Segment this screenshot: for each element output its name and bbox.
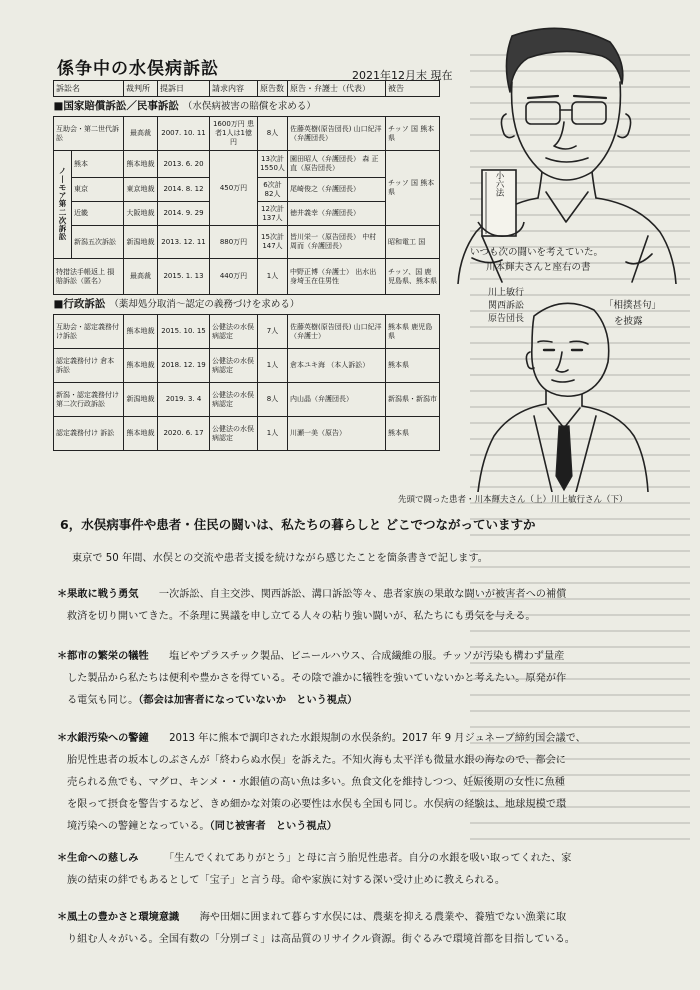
- necktie-icon: [556, 426, 572, 490]
- point-urban-sacrifice: ＊都市の繁栄の犠牲 塩ビやプラスチック製品、ビニールハウス、合成繊維の服。チッソが汚染も構わず量産 した製品から私たちは便利や豊かさを得ている。その陰で誰かに犠牲を強いていないかと考えたい。原発が作 る電気も同じ。（都会は加害者になっていないか という視点）: [57, 651, 567, 706]
- table-row: 特措法手帳返上 損賠訴訟（匿名） 最高裁 2015. 1. 13 440万円 1人 中野正博（弁護士） 出水出身埼玉在住男性 チッソ、国 鹿児島県、熊本県: [54, 259, 440, 295]
- handwritten-note: 「相撲甚句」: [604, 300, 662, 311]
- point-courage: ＊果敢に戦う勇気 一次訴訟、自主交渉、関西訴訟、溝口訴訟等々、患者家族の果敢な闘いが被害者への補償 救済を切り開いてきた。不条理に異議を申し立てる人々の粘り強い闘いが、私たちにも勇気を与える。: [57, 589, 567, 622]
- table-row: 認定義務付け 倉本訴訟 熊本地裁 2018. 12. 19 公健法の水俣病認定 1人 倉本ユキ海 （本人訴訟） 熊本県: [54, 349, 440, 383]
- table-row: 新潟・認定義務付け 第二次行政訴訟 新潟地裁 2019. 3. 4 公健法の水俣病認定 8人 内山晶（弁護団長） 新潟県・新潟市: [54, 383, 440, 417]
- lawsuit-table: [53, 80, 440, 451]
- point-mercury-warning: ＊水銀汚染への警鐘 2013 年に熊本で調印された水銀規制の水俣条約。2017 年 9 月ジュネーブ締約国会議で、 胎児性患者の坂本しのぶさんが「終わらぬ水俣」を訴えた。不知火海も太平洋も微量水銀の海なので、都会に 売られる魚でも、マグロ、キンメ・・水銀値の高い魚は多い。魚食文化を維持しつつ、妊娠後期の女性に魚種 を限って摂食を警告するなど、きめ細かな対策の必要性は水俣も全国も同じ。水俣病の経験は、地球規模で環 境汚染への警鐘となっている。（同じ被害者 という視点）: [57, 733, 586, 832]
- table-row: 東京 東京地裁 2014. 8. 12 6次計 82人 尾崎俊之（弁護団長）: [54, 178, 440, 202]
- section-heading-row: [54, 97, 440, 117]
- handwritten-name: 関西訴訟: [488, 301, 525, 311]
- portrait-illustration-kawakami: [442, 286, 682, 492]
- handwritten-name: 原告団長: [488, 314, 525, 324]
- table-row: 認定義務付け 訴訟 熊本地裁 2020. 6. 17 公健法の水俣病認定 1人 川瀬一美（原告） 熊本県: [54, 417, 440, 451]
- handwritten-quote: いつも次の闘いを考えていた。: [470, 247, 604, 258]
- handwritten-note: を披露: [614, 316, 643, 327]
- table-row: ノ 丨 モ ア 第 二 次 訴 訟 熊本 熊本地裁 2013. 6. 20 450万円 13次計 1550人 園田昭人（弁護団長） 森 正直（原告団長） チッソ 国 熊本県: [54, 151, 440, 178]
- section-heading-civil: ■国家賠償訴訟／民事訴訟 （水俣病被害の賠償を求める）: [54, 97, 440, 117]
- header-cell: 訴訟名: [54, 81, 124, 97]
- handwritten-name: 川上敏行: [488, 288, 525, 298]
- header-cell: 提訴日: [158, 81, 210, 97]
- date-note: 2021年12月末 現在: [352, 69, 453, 82]
- header-cell: 原告・弁護士（代表）: [288, 81, 386, 97]
- header-cell: 請求内容: [210, 81, 258, 97]
- header-cell: 被告: [386, 81, 440, 97]
- section-heading: 6，水俣病事件や患者・住民の闘いは、私たちの暮らしと どこでつながっていますか: [60, 517, 536, 532]
- header-cell: 裁判所: [124, 81, 158, 97]
- portrait-illustration-kawamoto: [442, 22, 682, 284]
- table-row: 新潟五次訴訟 新潟地裁 2013. 12. 11 880万円 15次計 147人 皆川栄一（原告団長） 中村周而（弁護団長） 昭和電工 国: [54, 226, 440, 259]
- point-compassion: ＊生命への慈しみ 「生んでくれてありがとう」と母に言う胎児性患者。自分の水銀を吸い取ってくれた、家 族の結束の絆でもあるとして「宝子」と言う母。命や家族に対する深い受け止めに教えられる。: [57, 853, 572, 886]
- table-header-row: [54, 81, 440, 97]
- section-heading-row: [54, 295, 440, 315]
- book-label: 小六法: [494, 171, 504, 197]
- page-title: 係争中の水俣病訴訟: [57, 59, 219, 79]
- intro-paragraph: 東京で 50 年間、水俣との交流や患者支援を続けながら感じたことを箇条書きで記します。: [72, 553, 488, 564]
- group-label-nomore: ノ 丨 モ ア 第 二 次 訴 訟: [54, 151, 72, 259]
- illustration-caption: 先頭で闘った患者・川本輝夫さん（上）川上敏行さん（下）: [398, 495, 628, 505]
- section-heading-admin: ■行政訴訟 （薬却処分取消～認定の義務づけを求める）: [54, 295, 440, 315]
- table-row: 互助会・第二世代訴訟 最高裁 2007. 10. 11 1600万円 患者1人は1億円 8人 佐藤英樹(原告団長) 山口紀洋（弁護団長） チッソ 国 熊本県: [54, 117, 440, 151]
- handwritten-quote: 川本輝夫さんと座右の書: [486, 262, 591, 273]
- point-environment: ＊風土の豊かさと環境意識 海や田畑に囲まれて暮らす水俣には、農薬を抑える農業や、養殖でない漁業に取 り組む人々がいる。全国有数の「分別ゴミ」は高品質のリサイクル資源。街ぐるみで環境首都を目指している。: [57, 912, 575, 945]
- table-row: 互助会・認定義務付け訴訟 熊本地裁 2015. 10. 15 公健法の水俣病認定 7人 佐藤英樹(原告団長) 山口紀洋（弁護士） 熊本県 鹿児島県: [54, 315, 440, 349]
- table-row: 近畿 大阪地裁 2014. 9. 29 12次計 137人 徳井義幸（弁護団長）: [54, 202, 440, 226]
- header-cell: 原告数: [258, 81, 288, 97]
